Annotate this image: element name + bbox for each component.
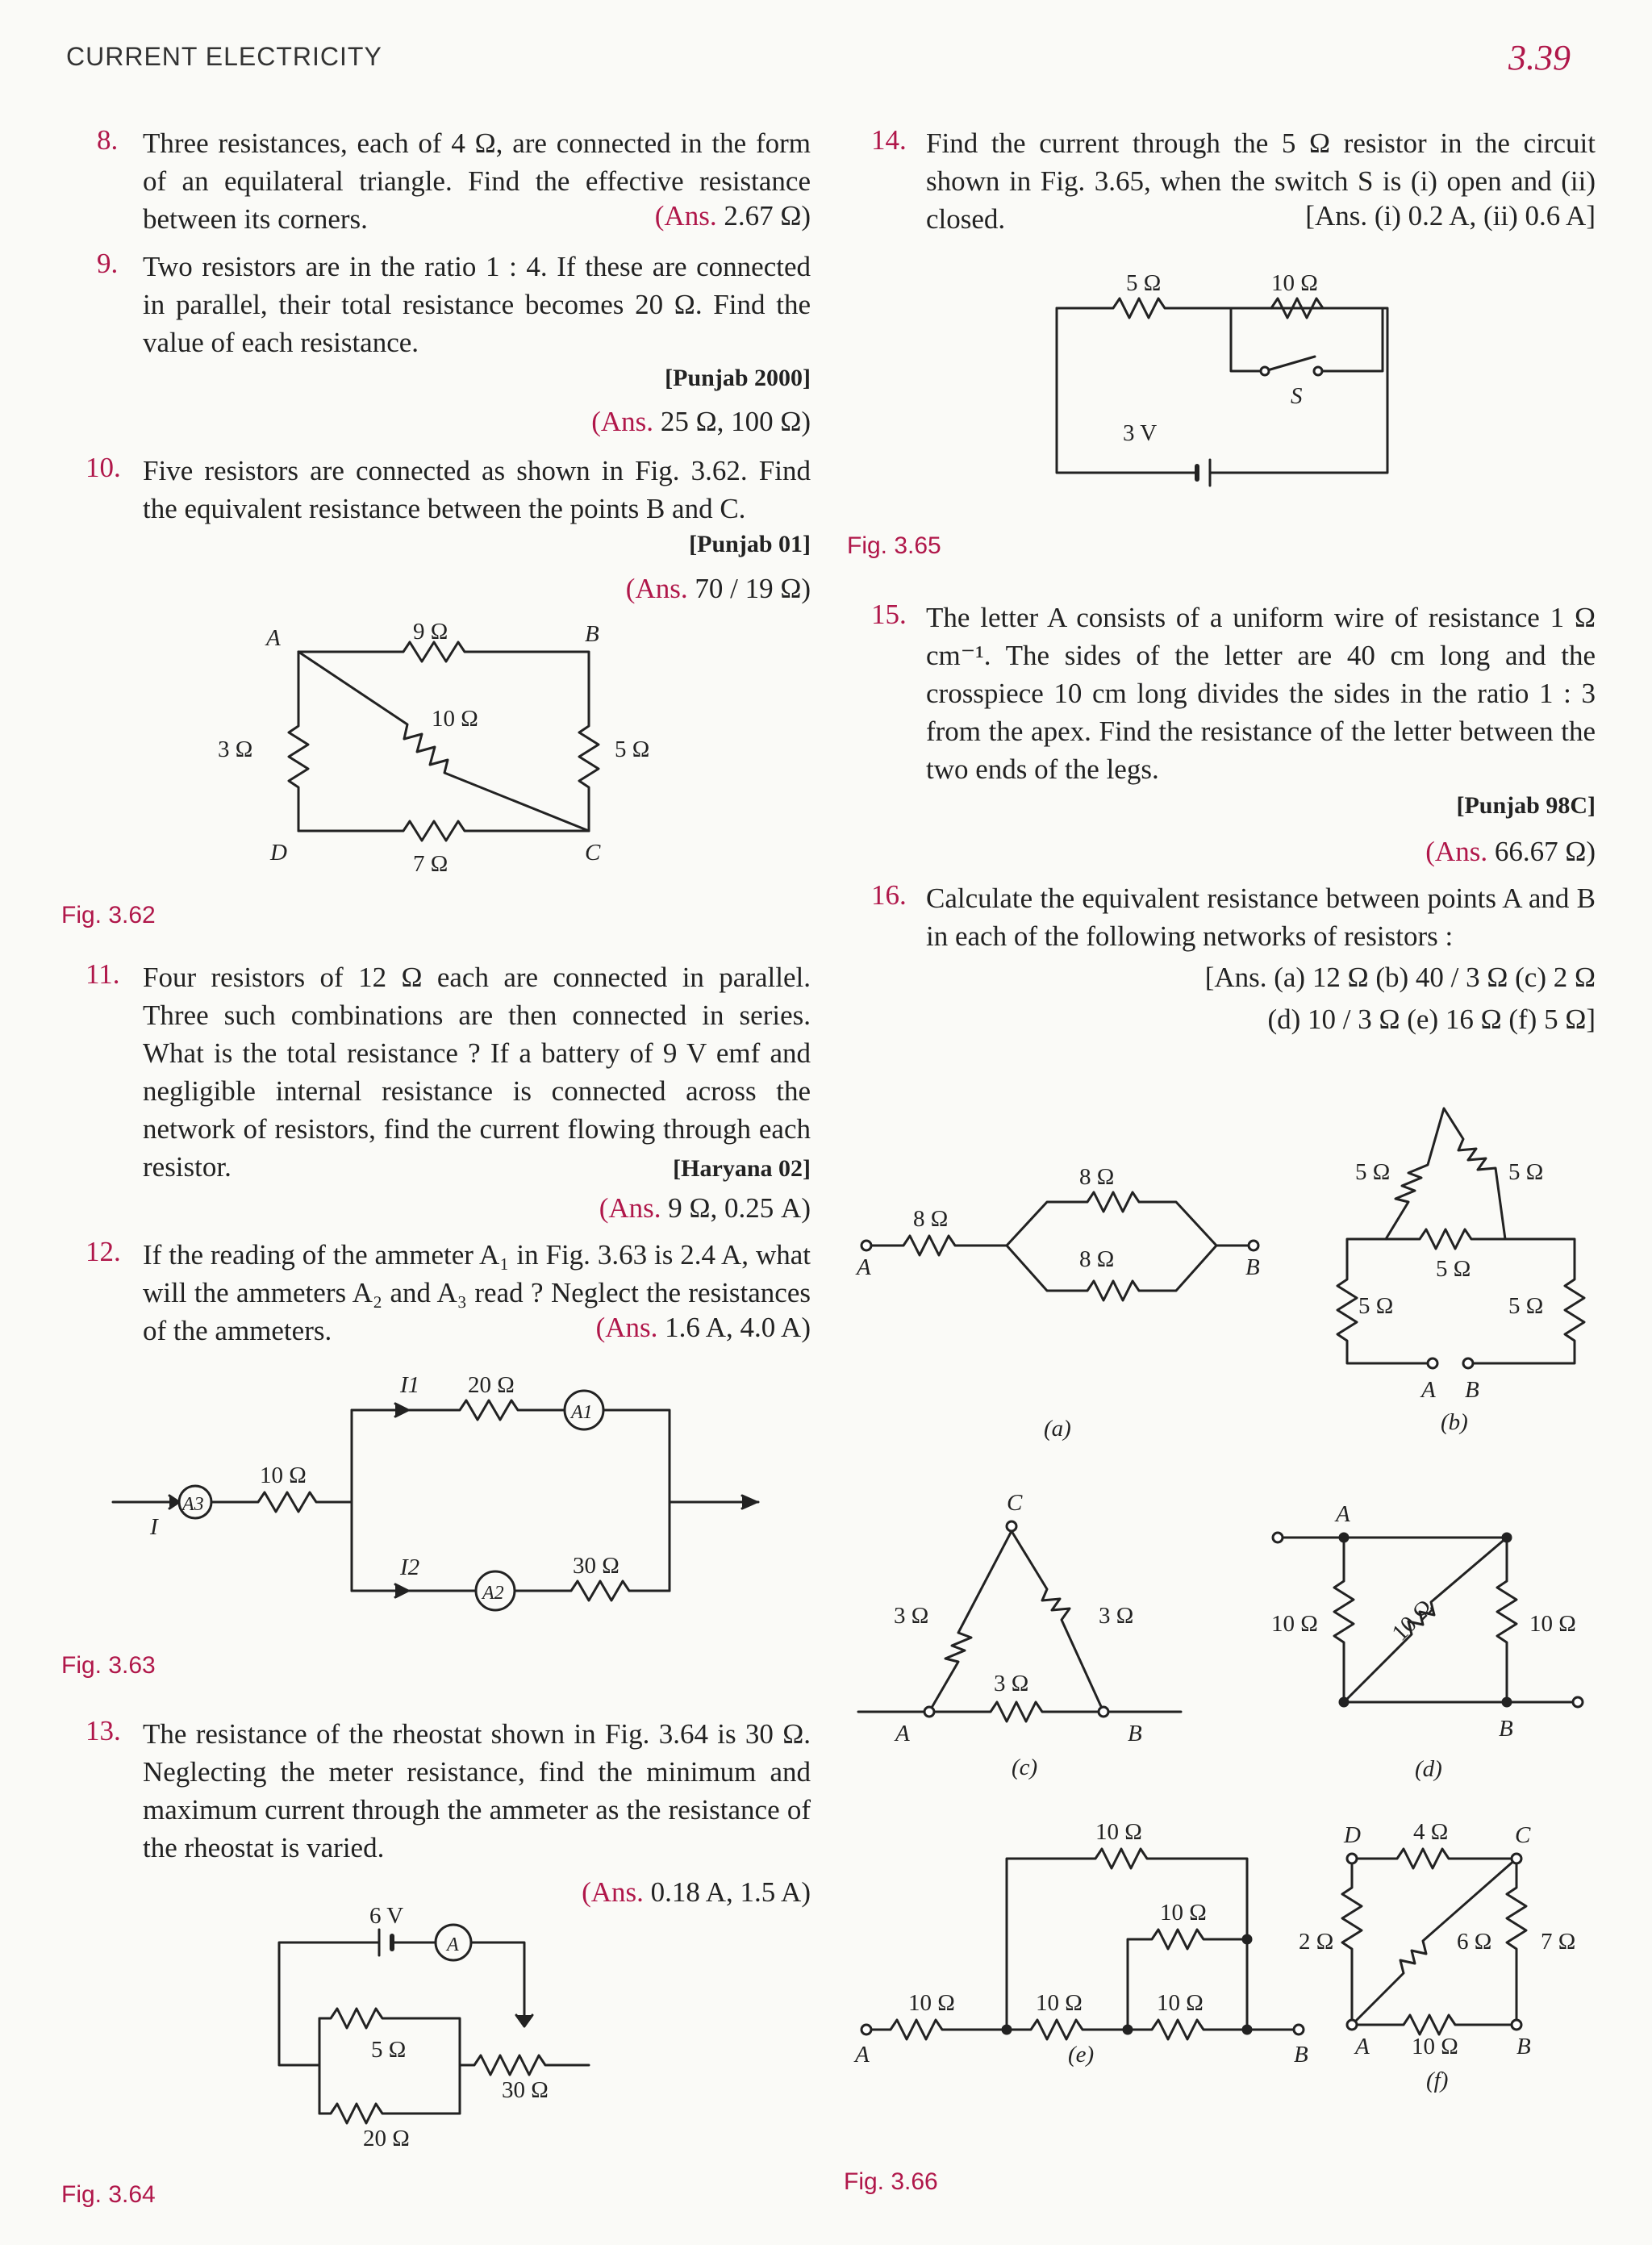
question-number: 9. bbox=[97, 248, 119, 279]
sub-caption: (b) bbox=[1441, 1409, 1468, 1435]
resistor-label: 10 Ω bbox=[1529, 1611, 1576, 1637]
resistor-label: 10 Ω bbox=[432, 706, 478, 732]
node-label: A bbox=[855, 2042, 870, 2068]
node-label: A bbox=[1336, 1501, 1350, 1527]
node-label: A bbox=[895, 1721, 910, 1746]
node-label: B bbox=[585, 621, 599, 647]
question-text: Three resistances, each of 4 Ω, are connected in the form of an equilateral triangle. Find the effective resistance between its corners. bbox=[143, 127, 811, 235]
figure-3-66d-circuit bbox=[1266, 1484, 1605, 1791]
figure-3-64-circuit bbox=[266, 1904, 613, 2154]
question-text: If the reading of the ammeter A₁ in Fig. 3.63 is 2.4 A, what will the ammeters A₂ and A₃ read ? Neglect the resistances of the ammeters. bbox=[143, 1239, 811, 1346]
resistor-label: 10 Ω bbox=[1160, 1900, 1207, 1926]
answer bbox=[500, 200, 811, 232]
figure-caption: Fig. 3.65 bbox=[847, 532, 941, 559]
resistor-label: 10 Ω bbox=[1157, 1990, 1204, 2016]
answer-value: 9 Ω, 0.25 A) bbox=[668, 1192, 811, 1224]
answer-value: 25 Ω, 100 Ω) bbox=[660, 406, 811, 437]
node-label: B bbox=[1128, 1721, 1142, 1746]
answer bbox=[1273, 836, 1596, 868]
resistor-label: 10 Ω bbox=[1271, 1611, 1318, 1637]
question-text: The letter A consists of a uniform wire of resistance 1 Ω cm⁻¹. The sides of the letter are 40 cm long and the crosspiece 10 cm long divides the sides in the ratio 1 : 3 from the apex. Find the resistance of the letter between the two ends of the legs. bbox=[926, 602, 1596, 785]
node-label: B bbox=[1465, 1377, 1479, 1403]
node-label: A bbox=[857, 1254, 871, 1280]
resistor-label: 10 Ω bbox=[1412, 2034, 1458, 2059]
answer-value: 0.18 A, 1.5 A) bbox=[650, 1876, 811, 1908]
node-label: A bbox=[1355, 2034, 1370, 2059]
resistor-label: 7 Ω bbox=[413, 851, 448, 877]
resistor-label: 10 Ω bbox=[260, 1463, 307, 1488]
figure-3-66b-circuit bbox=[1323, 1097, 1597, 1452]
current-label: I2 bbox=[400, 1554, 420, 1580]
figure-3-65-circuit bbox=[1049, 258, 1412, 484]
resistor-label: 8 Ω bbox=[1079, 1246, 1115, 1272]
node-label: B bbox=[1245, 1254, 1260, 1280]
resistor-label: 3 Ω bbox=[1099, 1603, 1134, 1629]
switch-label: S bbox=[1291, 383, 1303, 409]
resistor-label: 5 Ω bbox=[1355, 1159, 1391, 1185]
resistor-label: 20 Ω bbox=[363, 2126, 410, 2151]
answer-label: (Ans. bbox=[591, 406, 661, 437]
resistor-label: 5 Ω bbox=[1508, 1293, 1544, 1319]
page-number: 3.39 bbox=[1508, 38, 1571, 77]
answer-label: (Ans. bbox=[599, 1192, 669, 1224]
resistor-label: 10 Ω bbox=[1095, 1819, 1142, 1845]
current-label: I bbox=[150, 1514, 158, 1540]
question-number: 11. bbox=[86, 958, 120, 990]
resistor-label: 3 Ω bbox=[994, 1671, 1029, 1696]
sub-caption: (f) bbox=[1426, 2068, 1449, 2093]
ammeter-label: A bbox=[447, 1934, 459, 1955]
answer-value: 66.67 Ω) bbox=[1494, 836, 1596, 867]
answer-label: (Ans. bbox=[595, 1312, 665, 1343]
question-number: 13. bbox=[86, 1715, 121, 1746]
resistor-label: 7 Ω bbox=[1541, 1929, 1576, 1955]
resistor-label: 10 Ω bbox=[1387, 1594, 1439, 1646]
node-label: D bbox=[1344, 1822, 1361, 1848]
figure-3-62-circuit bbox=[202, 613, 686, 879]
resistor-label: 5 Ω bbox=[371, 2037, 407, 2063]
node-label: A bbox=[266, 625, 281, 651]
resistor-label: 30 Ω bbox=[573, 1553, 620, 1579]
node-label: C bbox=[1007, 1490, 1023, 1516]
node-label: B bbox=[1516, 2034, 1531, 2059]
node-label: D bbox=[270, 840, 287, 866]
ammeter-label: A3 bbox=[182, 1494, 204, 1515]
question-text: Find the current through the 5 Ω resistor in the circuit shown in Fig. 3.65, when the switch S is (i) open and (ii) closed. bbox=[926, 127, 1596, 235]
figure-3-66f-circuit bbox=[1291, 1807, 1605, 2105]
sub-caption: (a) bbox=[1044, 1416, 1071, 1442]
question-text: Five resistors are connected as shown in Fig. 3.62. Find the equivalent resistance between the points B and C. bbox=[143, 455, 811, 524]
sub-caption: (d) bbox=[1415, 1756, 1442, 1782]
resistor-label: 3 Ω bbox=[218, 737, 253, 762]
resistor-label: 8 Ω bbox=[913, 1206, 949, 1232]
question-number: 10. bbox=[86, 452, 121, 483]
question-text: Four resistors of 12 Ω each are connected in parallel. Three such combinations are then connected in series. What is the total resistance ? If a battery of 9 V emf and negligible internal resistance is connected across the network of resistors, find the current flowing through each resistor. bbox=[143, 962, 811, 1183]
answer bbox=[488, 573, 811, 605]
answer bbox=[532, 1312, 811, 1344]
figure-3-63-circuit bbox=[105, 1363, 782, 1621]
sub-caption: (e) bbox=[1068, 2042, 1095, 2068]
question-text: The resistance of the rheostat shown in Fig. 3.64 is 30 Ω. Neglecting the meter resistance, find the minimum and maximum current through the ammeter as the resistance of the rheostat is varied. bbox=[143, 1718, 811, 1863]
question-text: Calculate the equivalent resistance between points A and B in each of the following networks of resistors : bbox=[926, 883, 1596, 952]
resistor-label: 3 Ω bbox=[894, 1603, 929, 1629]
wires bbox=[1057, 298, 1387, 486]
answer: (d) 10 / 3 Ω (e) 16 Ω (f) 5 Ω] bbox=[1267, 1004, 1596, 1035]
source-tag: [Punjab 2000] bbox=[665, 365, 811, 391]
answer-label: (Ans. bbox=[654, 200, 724, 232]
resistor-label: 30 Ω bbox=[502, 2077, 549, 2103]
resistor-label: 5 Ω bbox=[1358, 1293, 1394, 1319]
figure-3-66e-circuit bbox=[853, 1807, 1308, 2073]
resistor-label: 5 Ω bbox=[1436, 1256, 1471, 1282]
battery-label: 6 V bbox=[369, 1903, 404, 1929]
node-label: A bbox=[1421, 1377, 1436, 1403]
wires bbox=[113, 1391, 758, 1610]
question-number: 16. bbox=[871, 879, 907, 911]
figure-3-66a-circuit bbox=[853, 1145, 1273, 1452]
answer: [Ans. (i) 0.2 A, (ii) 0.6 A] bbox=[1210, 200, 1596, 232]
resistor-label: 10 Ω bbox=[908, 1990, 955, 2016]
figure-caption: Fig. 3.62 bbox=[61, 902, 156, 928]
answer-label: (Ans. bbox=[582, 1876, 651, 1908]
answer: [Ans. (a) 12 Ω (b) 40 / 3 Ω (c) 2 Ω bbox=[1204, 962, 1596, 993]
node-label: B bbox=[1294, 2042, 1308, 2068]
resistor-label: 10 Ω bbox=[1036, 1990, 1083, 2016]
resistor-label: 20 Ω bbox=[468, 1372, 515, 1398]
chapter-header: CURRENT ELECTRICITY bbox=[66, 42, 382, 71]
resistor-label: 5 Ω bbox=[615, 737, 650, 762]
answer-value: 2.67 Ω) bbox=[724, 200, 811, 232]
sub-caption: (c) bbox=[1012, 1755, 1038, 1780]
resistor-label: 6 Ω bbox=[1457, 1929, 1492, 1955]
answer bbox=[488, 1192, 811, 1225]
ammeter-label: A1 bbox=[571, 1402, 593, 1423]
node-label: B bbox=[1499, 1716, 1513, 1742]
ammeter-label: A2 bbox=[482, 1583, 504, 1604]
current-label: I1 bbox=[400, 1372, 420, 1398]
node-label: C bbox=[1515, 1822, 1531, 1848]
wires bbox=[1337, 1108, 1584, 1368]
resistor-label: 9 Ω bbox=[413, 619, 448, 645]
question-number: 14. bbox=[871, 124, 907, 156]
resistor-label: 8 Ω bbox=[1079, 1164, 1115, 1190]
source-tag: [Punjab 98C] bbox=[1456, 792, 1596, 819]
figure-caption: Fig. 3.66 bbox=[844, 2168, 938, 2195]
answer-label: (Ans. bbox=[625, 573, 695, 604]
resistor-label: 4 Ω bbox=[1413, 1819, 1449, 1845]
answer bbox=[488, 406, 811, 438]
resistor-label: 5 Ω bbox=[1508, 1159, 1544, 1185]
figure-caption: Fig. 3.64 bbox=[61, 2181, 156, 2208]
resistor-label: 10 Ω bbox=[1271, 270, 1318, 296]
question-number: 15. bbox=[871, 599, 907, 630]
wires bbox=[289, 642, 599, 841]
resistor-label: 5 Ω bbox=[1126, 270, 1162, 296]
answer-value: 1.6 A, 4.0 A) bbox=[665, 1312, 811, 1343]
figure-caption: Fig. 3.63 bbox=[61, 1652, 156, 1679]
resistor-label: 2 Ω bbox=[1299, 1929, 1334, 1955]
answer-value: 70 / 19 Ω) bbox=[695, 573, 811, 604]
node-label: C bbox=[585, 840, 601, 866]
wires bbox=[1342, 1849, 1526, 2034]
source-tag: [Punjab 01] bbox=[689, 531, 811, 557]
battery-label: 3 V bbox=[1123, 420, 1158, 446]
question-text: Two resistors are in the ratio 1 : 4. If these are connected in parallel, their total resistance becomes 20 Ω. Find the value of each resistance. bbox=[143, 251, 811, 358]
figure-3-66c-circuit bbox=[853, 1468, 1192, 1791]
source-tag: [Haryana 02] bbox=[488, 1155, 811, 1183]
answer-label: (Ans. bbox=[1425, 836, 1495, 867]
question-number: 8. bbox=[97, 124, 119, 156]
question-number: 12. bbox=[86, 1236, 121, 1267]
